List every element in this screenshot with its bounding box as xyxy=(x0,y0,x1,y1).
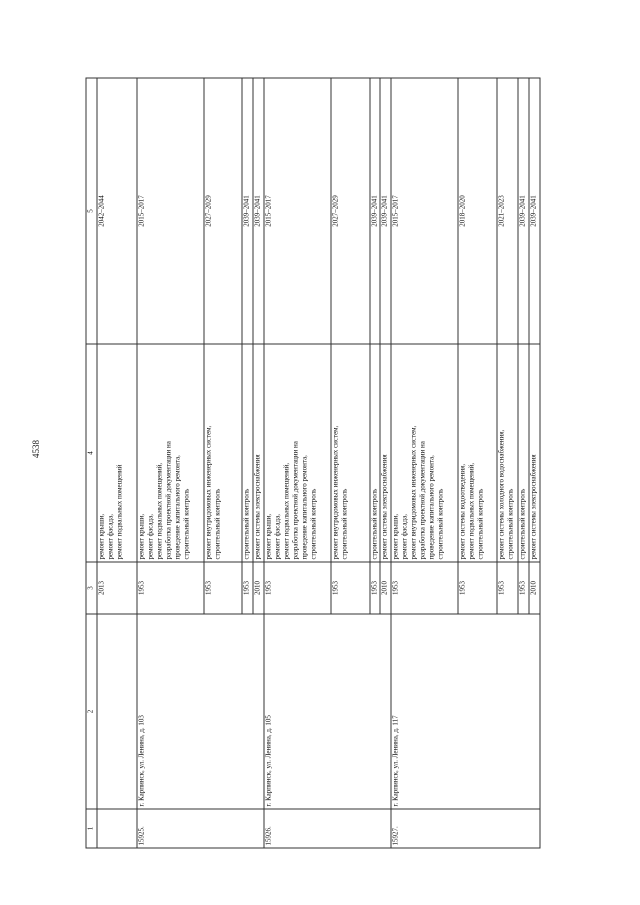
work-item: ремонт внутридомовых инженерных систем, xyxy=(330,425,339,559)
column-header: 5 xyxy=(86,78,97,344)
work-item: разработка проектной документации на xyxy=(163,440,172,559)
year-cell: 2010 xyxy=(253,562,264,614)
work-item: строительный контроль xyxy=(212,488,221,559)
work-item: ремонт подвальных помещений, xyxy=(467,462,475,559)
work-item: ремонт крыши, xyxy=(136,513,145,559)
address-cell: г. Карпинск, ул. Ленина, д. 103 xyxy=(136,614,263,809)
column-header: 1 xyxy=(86,809,97,848)
work-item: ремонт подвальных помещений, xyxy=(281,462,290,559)
table-row xyxy=(263,78,330,848)
period-cell: 2039–2041 xyxy=(253,78,264,344)
work-item: ремонт системы холодного водоснабжения, xyxy=(496,429,505,559)
period-cell: 2039–2041 xyxy=(380,78,391,344)
work-item: ремонт системы электроснабжения xyxy=(529,453,538,559)
work-item: ремонт системы электроснабжения xyxy=(253,453,262,559)
period-cell: 2042–2044 xyxy=(96,78,136,344)
works-cell xyxy=(242,344,253,562)
work-item: ремонт внутридомовых инженерных систем, xyxy=(409,425,418,559)
year-cell: 1953 xyxy=(330,562,369,614)
work-item: ремонт фасада, xyxy=(145,513,154,559)
year-cell: 1953 xyxy=(458,562,497,614)
address-cell: г. Карпинск, ул. Ленина, д. 105 xyxy=(263,614,390,809)
year-cell: 1953 xyxy=(136,562,203,614)
period-cell: 2039–2041 xyxy=(518,78,529,344)
work-item: строительный контроль xyxy=(339,488,348,559)
year-cell: 1953 xyxy=(369,562,380,614)
work-item: строительный контроль xyxy=(505,488,514,559)
period-cell: 2039–2041 xyxy=(369,78,380,344)
work-item: ремонт внутридомовых инженерных систем, xyxy=(203,425,212,559)
works-cell xyxy=(458,344,497,562)
work-item: ремонт подвальных помещений, xyxy=(154,462,163,559)
works-cell xyxy=(96,344,136,562)
period-cell: 2027–2029 xyxy=(203,78,242,344)
repair-schedule-table xyxy=(85,77,540,848)
work-item: проведение капитального ремонта, xyxy=(172,454,181,559)
works-cell xyxy=(136,344,203,562)
works-cell xyxy=(330,344,369,562)
work-item: ремонт крыши, xyxy=(96,513,105,559)
works-cell xyxy=(380,344,391,562)
year-cell: 2010 xyxy=(380,562,391,614)
works-cell xyxy=(203,344,242,562)
year-cell: 1953 xyxy=(242,562,253,614)
year-cell: 1953 xyxy=(496,562,518,614)
work-item: ремонт фасада, xyxy=(272,513,281,559)
works-cell xyxy=(518,344,529,562)
works-cell xyxy=(263,344,330,562)
address-cell: г. Карпинск, ул. Ленина, д. 117 xyxy=(391,614,540,809)
work-item: строительный контроль xyxy=(518,488,527,559)
year-cell: 2010 xyxy=(529,562,540,614)
work-item: ремонт системы водоотведения, xyxy=(458,463,466,559)
header-row xyxy=(86,78,97,848)
period-cell: 2015–2017 xyxy=(391,78,458,344)
work-item: строительный контроль xyxy=(369,488,378,559)
table-row xyxy=(96,78,136,848)
year-cell: 1953 xyxy=(203,562,242,614)
work-item: строительный контроль xyxy=(308,488,317,559)
period-cell: 2015–2017 xyxy=(136,78,203,344)
work-item: разработка проектной документации на xyxy=(290,440,299,559)
works-cell xyxy=(496,344,518,562)
row-number-cell: 15925. xyxy=(136,809,263,848)
table-row xyxy=(136,78,203,848)
column-header: 2 xyxy=(86,614,97,809)
work-item: ремонт крыши, xyxy=(263,513,272,559)
period-cell: 2039–2041 xyxy=(529,78,540,344)
period-cell: 2018–2020 xyxy=(458,78,497,344)
work-item: ремонт подвальных помещений xyxy=(114,464,123,559)
year-cell: 2013 xyxy=(96,562,136,614)
work-item: ремонт системы электроснабжения xyxy=(380,453,389,559)
work-item: строительный контроль xyxy=(476,488,484,559)
work-item: ремонт фасада, xyxy=(400,513,409,559)
works-cell xyxy=(253,344,264,562)
period-cell: 2021–2023 xyxy=(496,78,518,344)
work-item: ремонт фасада, xyxy=(105,513,114,559)
works-cell xyxy=(369,344,380,562)
work-item: строительный контроль xyxy=(181,488,190,559)
column-header: 3 xyxy=(86,562,97,614)
work-item: разработка проектной документации на xyxy=(418,440,427,559)
year-cell: 1953 xyxy=(391,562,458,614)
works-cell xyxy=(391,344,458,562)
work-item: проведение капитального ремонта, xyxy=(427,454,436,559)
row-number-cell: 15926. xyxy=(263,809,390,848)
period-cell: 2027–2029 xyxy=(330,78,369,344)
works-cell xyxy=(529,344,540,562)
work-item: проведение капитального ремонта, xyxy=(299,454,308,559)
row-number-cell xyxy=(96,809,136,848)
period-cell: 2015–2017 xyxy=(263,78,330,344)
page-number: 4538 xyxy=(31,440,41,458)
table-row xyxy=(391,78,458,848)
table-container xyxy=(85,78,540,848)
row-number-cell: 15927. xyxy=(391,809,540,848)
column-header: 4 xyxy=(86,344,97,562)
work-item: строительный контроль xyxy=(242,488,251,559)
address-cell xyxy=(96,614,136,809)
year-cell: 1953 xyxy=(518,562,529,614)
work-item: ремонт крыши, xyxy=(391,513,400,559)
year-cell: 1953 xyxy=(263,562,330,614)
work-item: строительный контроль xyxy=(436,488,445,559)
period-cell: 2039–2041 xyxy=(242,78,253,344)
